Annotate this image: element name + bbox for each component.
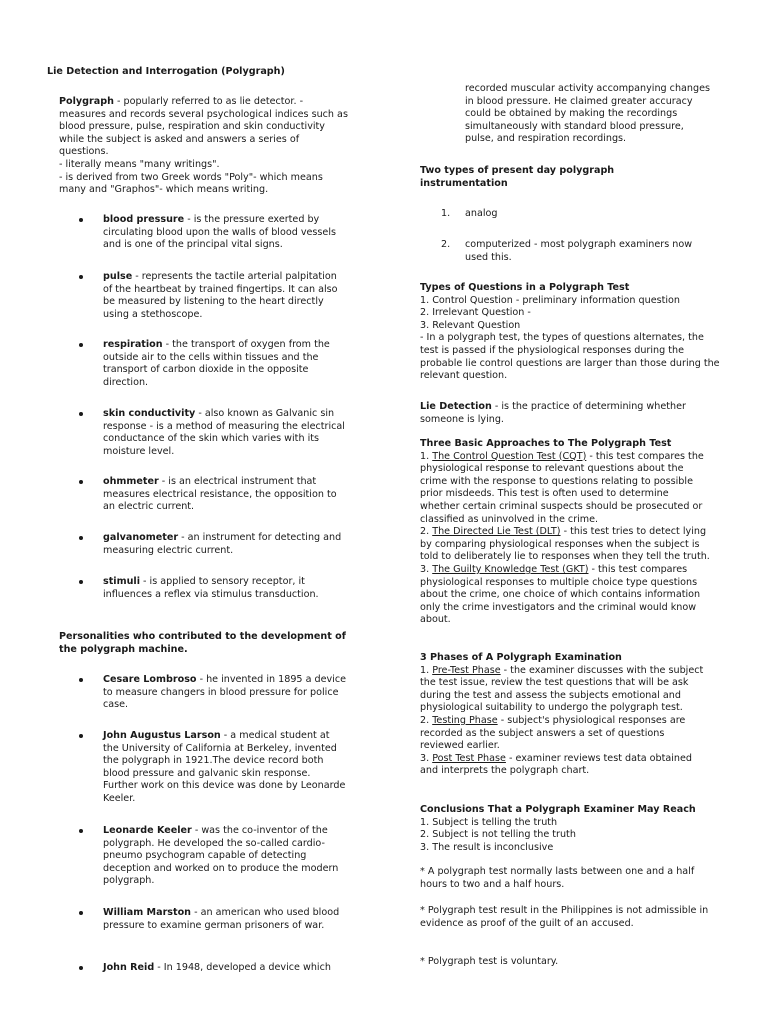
term-def: - represents the tactile arterial palpitation of the heartbeat by trained fingertips. It can also be measured by listening to the heart directly using a stethoscope. [103, 271, 338, 320]
bullet-dot [79, 480, 83, 484]
phase-desc: - the examiner discusses with the subject the test issue, review the test questions that will be ask during the test and assess the subjects emotional and physiological suitability to undergo the polygraph test. [420, 664, 704, 714]
approach-prefix: 2. [420, 526, 433, 538]
term-def: - is an electrical instrument that measures electrical resistance, the opposition to an electric current. [103, 476, 337, 513]
question-types-section [420, 282, 720, 383]
bullet-dot [79, 966, 83, 970]
list-number: 2. [441, 239, 451, 250]
bullet-dot [79, 536, 83, 540]
two-types-heading: Two types of present day polygraph instrumentation [420, 165, 615, 189]
term-blood-pressure [103, 214, 348, 252]
term-label: stimuli [103, 576, 140, 587]
approach-cqt [420, 451, 710, 527]
phase-desc: - subject's physiological responses are recorded as the subject answers a set of questions reviewed earlier. [420, 714, 686, 752]
phase-pretest [420, 665, 710, 715]
phases-section [420, 652, 710, 778]
approach-prefix: 3. [420, 563, 433, 575]
phases-heading: 3 Phases of A Polygraph Examination [420, 652, 622, 663]
person-name: John Reid [103, 962, 155, 973]
phase-name: Post Test Phase [432, 752, 506, 764]
person-name: Cesare Lombroso [103, 674, 197, 685]
note-voluntary: * Polygraph test is voluntary. [420, 956, 559, 967]
term-galvanometer [103, 532, 348, 557]
approach-desc: - this test tries to detect lying by comparing physiological responses when the subject is told to deliberately lie to responses when they tell the truth. [420, 526, 710, 563]
conclusion-item: 1. Subject is telling the truth [420, 816, 558, 828]
type-analog: analog [465, 208, 498, 219]
lie-detection-term: Lie Detection [420, 401, 492, 412]
bullet-dot [79, 678, 83, 682]
question-note: - In a polygraph test, the types of questions alternates, the test is passed if the physiological responses during the probable lie control questions are larger than those during the relevant question. [420, 332, 720, 382]
person-marston [103, 907, 348, 932]
list-number: 1. [441, 208, 451, 219]
phase-prefix: 3. [420, 752, 433, 764]
approaches-heading: Three Basic Approaches to The Polygraph Test [420, 438, 672, 449]
polygraph-line3: - is derived from two Greek words "Poly"- which means many and "Graphos"- which means writing. [59, 171, 323, 196]
term-def: - is the pressure exerted by circulating blood upon the walls of blood vessels and is one of the principal vital signs. [103, 214, 336, 251]
person-name: William Marston [103, 907, 192, 918]
type-computerized: computerized - most polygraph examiners now used this. [465, 239, 693, 263]
phase-prefix: 1. [420, 664, 433, 676]
approach-desc: - this test compares the physiological response to relevant questions about the crime with the response to questions relating to possible prior misdeeds. This test is often used to determine whether certain criminal suspects should be prosecuted or classified as uninvolved in the crime. [420, 450, 704, 525]
approach-name: The Control Question Test (CQT) [432, 450, 587, 462]
question-type-item: 2. Irrelevant Question - [420, 307, 531, 319]
term-label: galvanometer [103, 532, 179, 543]
approach-dlt [420, 526, 710, 564]
question-types-heading: Types of Questions in a Polygraph Test [420, 282, 630, 293]
phase-testing [420, 715, 710, 753]
reid-continuation: recorded muscular activity accompanying changes in blood pressure. He claimed greater accuracy could be obtained by making the recordings simultaneously with standard blood pressure, pulse, and respiration recordings. [465, 83, 710, 145]
personalities-heading: Personalities who contributed to the development of the polygraph machine. [59, 631, 346, 655]
person-desc: - was the co-inventor of the polygraph. He developed the so-called cardio-pneumo psychogram capable of detecting deception and worked on to produce the modern polygraph. [103, 825, 339, 887]
phase-posttest [420, 753, 710, 778]
person-name: Leonarde Keeler [103, 825, 192, 836]
term-label: blood pressure [103, 214, 185, 225]
person-keeler [103, 825, 348, 888]
phase-prefix: 2. [420, 714, 433, 726]
conclusions-section [420, 804, 720, 854]
polygraph-definition [59, 96, 349, 197]
note-duration: * A polygraph test normally lasts between one and a half hours to two and a half hours. [420, 866, 695, 890]
phase-desc: - examiner reviews test data obtained and interprets the polygraph chart. [420, 752, 693, 777]
term-label: pulse [103, 271, 133, 282]
term-ohmmeter [103, 476, 348, 514]
person-lombroso [103, 674, 348, 712]
term-pulse [103, 271, 348, 321]
lie-detection-def: - is the practice of determining whether someone is lying. [420, 401, 686, 425]
question-type-item: 1. Control Question - preliminary information question [420, 294, 680, 306]
person-name: John Augustus Larson [103, 730, 221, 741]
bullet-dot [79, 218, 83, 222]
approach-desc: - this test compares physiological responses to multiple choice type questions about the crime, one choice of which contains information only the crime investigators and the criminal would know about. [420, 563, 701, 626]
term-stimuli [103, 576, 348, 601]
person-desc: - he invented in 1895 a device to measure changers in blood pressure for police case. [103, 674, 347, 711]
lie-detection-definition [420, 401, 710, 426]
question-type-item: 3. Relevant Question [420, 319, 521, 331]
approach-gkt [420, 564, 710, 627]
conclusion-item: 2. Subject is not telling the truth [420, 829, 576, 841]
bullet-dot [79, 343, 83, 347]
bullet-dot [79, 829, 83, 833]
approaches-section [420, 438, 710, 627]
bullet-dot [79, 275, 83, 279]
term-skin-conductivity [103, 408, 348, 458]
conclusions-heading: Conclusions That a Polygraph Examiner May Reach [420, 804, 696, 815]
bullet-dot [79, 911, 83, 915]
bullet-dot [79, 580, 83, 584]
term-label: ohmmeter [103, 476, 159, 487]
person-desc: - an american who used blood pressure to examine german prisoners of war. [103, 907, 340, 931]
polygraph-line2: - literally means "many writings". [59, 158, 220, 170]
term-def: - the transport of oxygen from the outside air to the cells within tissues and the transport of carbon dioxide in the opposite direction. [103, 339, 330, 388]
polygraph-def: - popularly referred to as lie detector. - measures and records several psychological indices such as blood pressure, pulse, respiration and skin conductivity while the subject is asked and answers a series of questions. [59, 96, 348, 158]
approach-prefix: 1. [420, 450, 433, 462]
term-respiration [103, 339, 348, 389]
main-title: Lie Detection and Interrogation (Polygraph) [47, 66, 285, 77]
phase-name: Pre-Test Phase [432, 664, 501, 676]
person-desc: - a medical student at the University of California at Berkeley, invented the polygraph in 1921.The device record both blood pressure and galvanic skin response. Further work on this device was done by Leonarde Keeler. [103, 730, 346, 804]
person-reid [103, 962, 348, 975]
conclusion-item: 3. The result is inconclusive [420, 841, 554, 853]
person-larson [103, 730, 348, 806]
term-label: skin conductivity [103, 408, 196, 419]
polygraph-term: Polygraph [59, 96, 114, 107]
approach-name: The Directed Lie Test (DLT) [432, 526, 561, 538]
bullet-dot [79, 412, 83, 416]
term-label: respiration [103, 339, 163, 350]
person-desc: - In 1948, developed a device which [154, 962, 331, 973]
term-def: - also known as Galvanic sin response - is a method of measuring the electrical conductance of the skin which varies with its moisture level. [103, 408, 345, 457]
term-def: - an instrument for detecting and measuring electric current. [103, 532, 342, 556]
phase-name: Testing Phase [432, 714, 498, 726]
bullet-dot [79, 734, 83, 738]
approach-name: The Guilty Knowledge Test (GKT) [432, 563, 589, 575]
term-def: - is applied to sensory receptor, it influences a reflex via stimulus transduction. [103, 576, 319, 600]
note-admissibility: * Polygraph test result in the Philippines is not admissible in evidence as proof of the guilt of an accused. [420, 905, 709, 929]
